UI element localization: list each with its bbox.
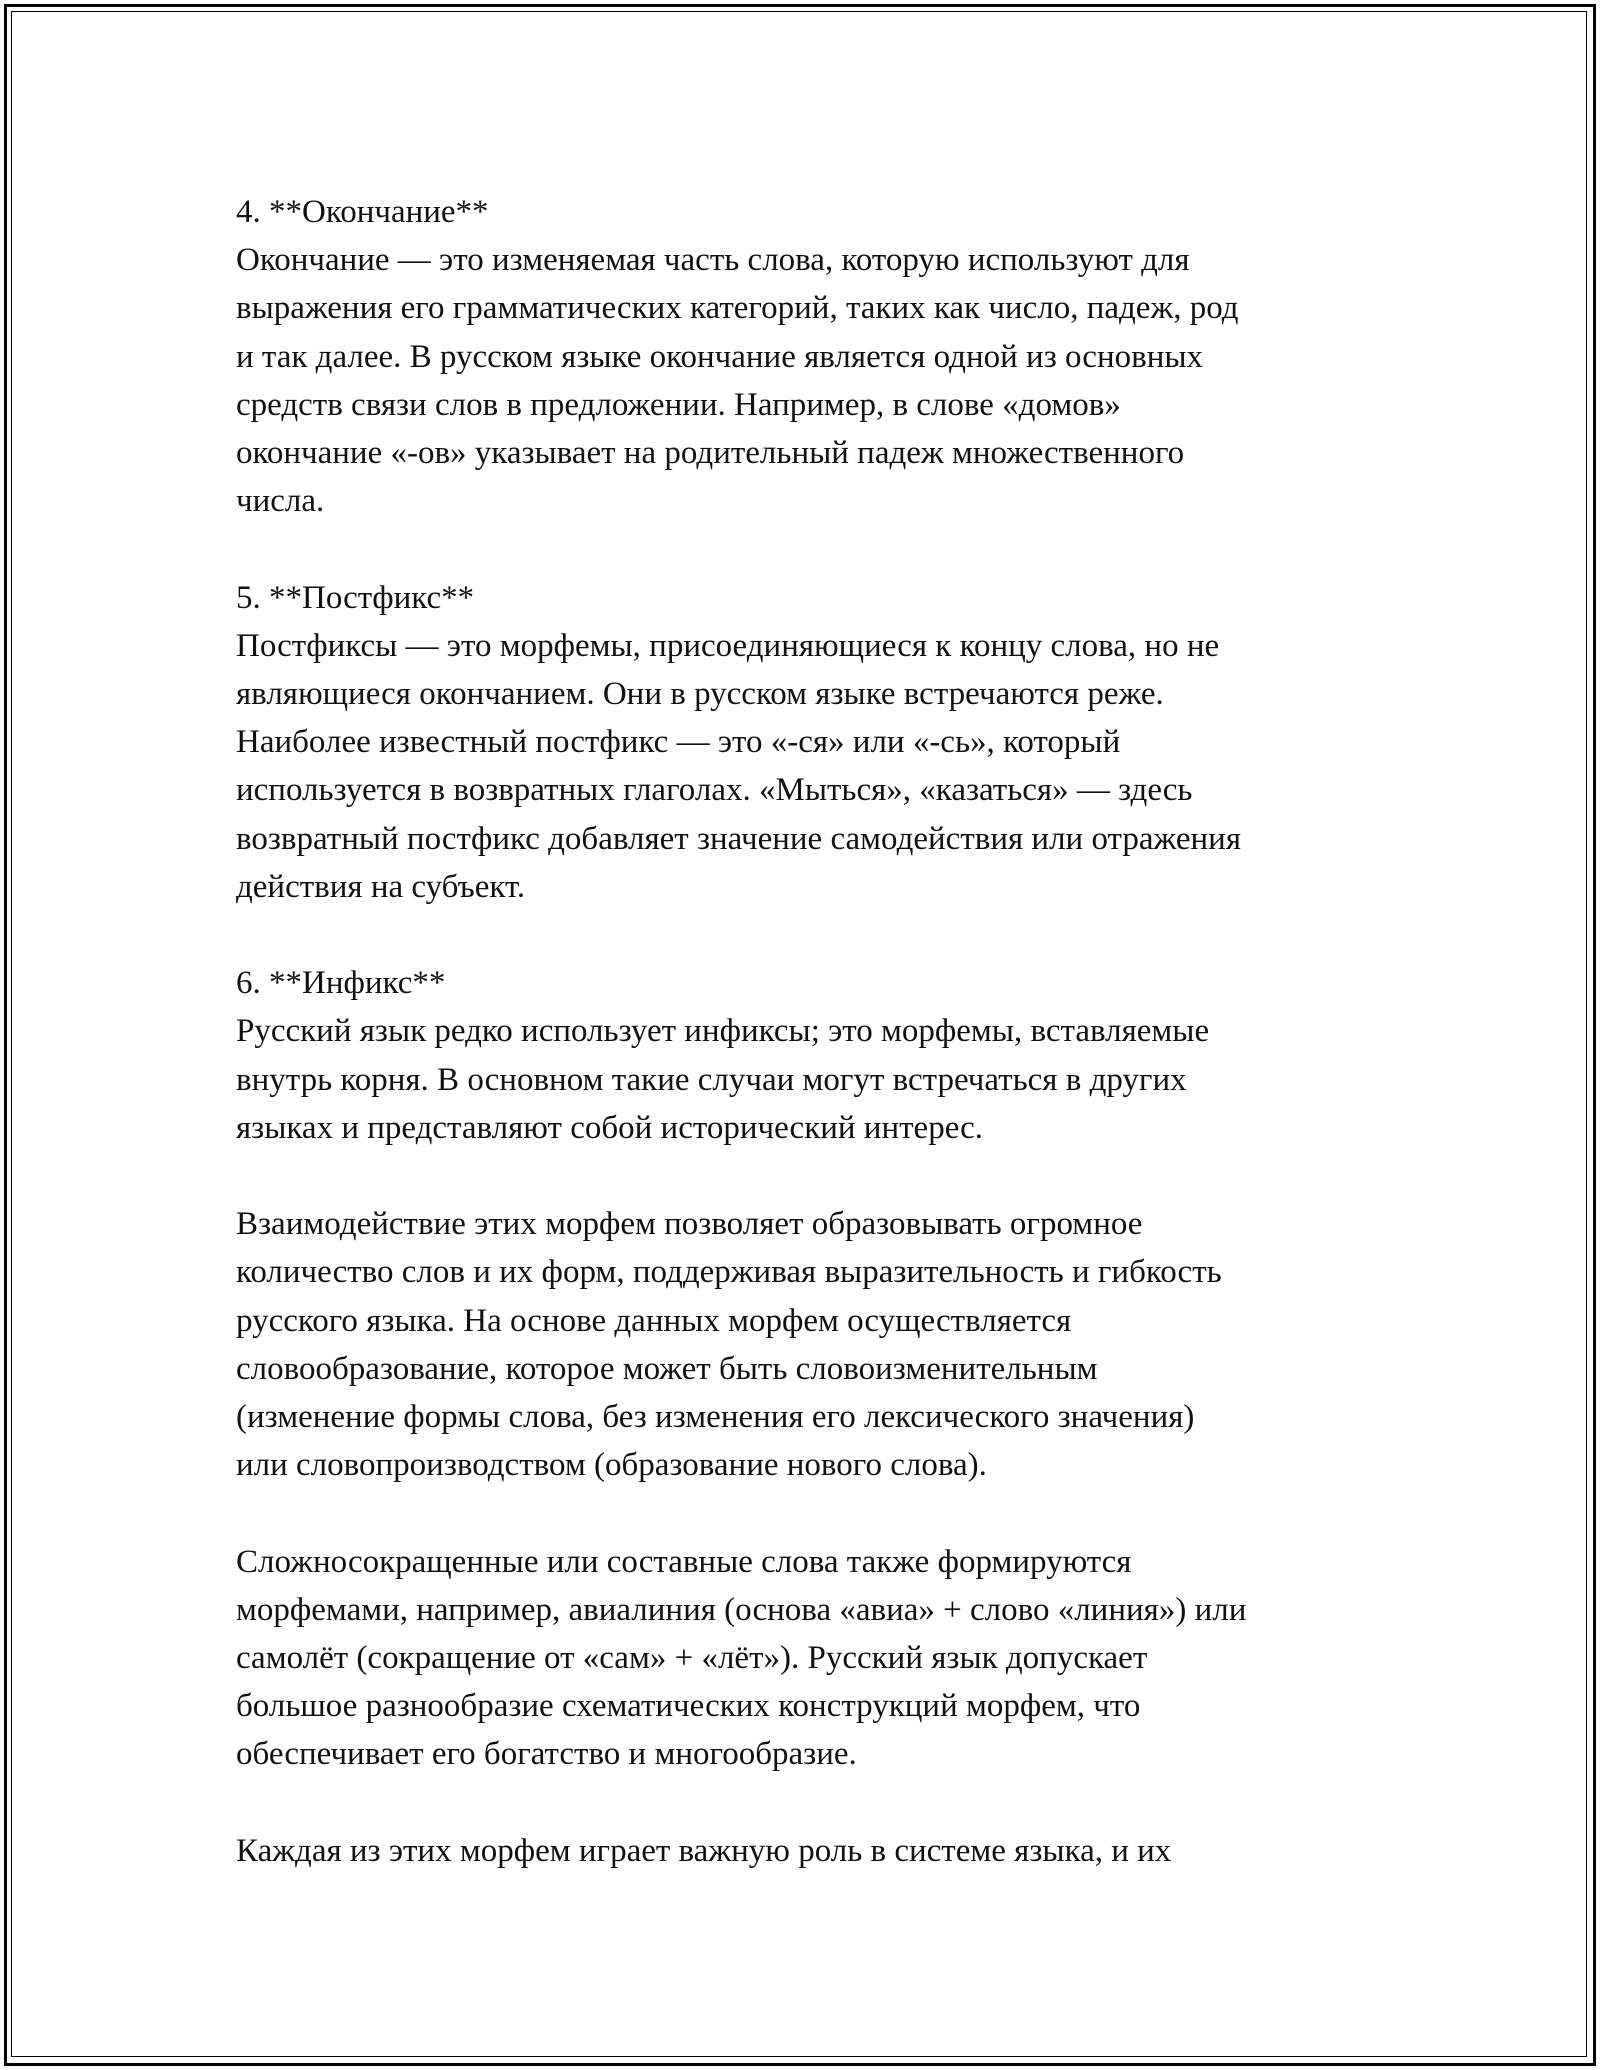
paragraph-line: большое разнообразие схематических конструкций морфем, что — [236, 1688, 1141, 1725]
paragraph-line: обеспечивает его богатство и многообразие. — [236, 1736, 857, 1773]
paragraph-line: (изменение формы слова, без изменения его лексического значения) — [236, 1399, 1195, 1436]
section-heading: 4. **Окончание** — [236, 194, 489, 230]
paragraph-line: выражения его грамматических категорий, таких как число, падеж, род — [236, 290, 1239, 327]
paragraph-line: и так далее. В русском языке окончание является одной из основных — [236, 338, 1204, 375]
paragraph-line: морфемами, например, авиалиния (основа «авиа» + слово «линия») или — [236, 1591, 1247, 1628]
paragraph-line: являющиеся окончанием. Они в русском языке встречаются реже. — [236, 676, 1164, 713]
paragraph-line: возвратный постфикс добавляет значение самодействия или отражения — [236, 820, 1242, 857]
paragraph-line: количество слов и их форм, поддерживая выразительность и гибкость — [236, 1254, 1222, 1291]
paragraph-line: действия на субъект. — [236, 868, 526, 905]
paragraph-line: Взаимодействие этих морфем позволяет образовывать огромное — [236, 1206, 1143, 1243]
paragraph-line: внутрь корня. В основном такие случаи могут встречаться в других — [236, 1061, 1187, 1098]
paragraph-line: числа. — [236, 483, 325, 520]
paragraph-line: окончание «-ов» указывает на родительный падеж множественного — [236, 435, 1185, 472]
paragraph-slozhnosokrashchennye — [236, 1538, 1386, 1779]
paragraph-line: используется в возвратных глаголах. «Мыться», «казаться» — здесь — [236, 772, 1193, 809]
paragraph-line: Окончание — это изменяемая часть слова, которую используют для — [236, 242, 1190, 279]
paragraph-line: русского языка. На основе данных морфем осуществляется — [236, 1302, 1072, 1339]
paragraph-line: Русский язык редко использует инфиксы; это морфемы, вставляемые — [236, 1013, 1210, 1050]
section-heading: 5. **Постфикс** — [236, 579, 475, 616]
paragraph-line: Наиболее известный постфикс — это «-ся» или «-сь», который — [236, 724, 1121, 761]
section-infiks — [236, 959, 1386, 1152]
section-okonchanie — [236, 188, 1386, 525]
paragraph-line: словообразование, которое может быть словоизменительным — [236, 1350, 1098, 1387]
paragraph-line: средств связи слов в предложении. Например, в слове «домов» — [236, 386, 1121, 423]
paragraph-line: Каждая из этих морфем играет важную роль в системе языка, и их — [236, 1832, 1172, 1869]
paragraph-line: Постфиксы — это морфемы, присоединяющиеся к концу слова, но не — [236, 627, 1220, 664]
paragraph-line: Сложносокращенные или составные слова также формируются — [236, 1543, 1132, 1580]
paragraph-vzaimodeistvie — [236, 1200, 1386, 1489]
paragraph-line: языках и представляют собой исторический интерес. — [236, 1109, 984, 1146]
document-body — [236, 188, 1386, 1923]
paragraph-kazhdaya — [236, 1827, 1386, 1875]
paragraph-line: самолёт (сокращение от «сам» + «лёт»). Русский язык допускает — [236, 1640, 1148, 1677]
section-postfiks — [236, 574, 1386, 911]
paragraph-line: или словопроизводством (образование нового слова). — [236, 1447, 987, 1484]
section-heading: 6. **Инфикс** — [236, 965, 446, 1002]
